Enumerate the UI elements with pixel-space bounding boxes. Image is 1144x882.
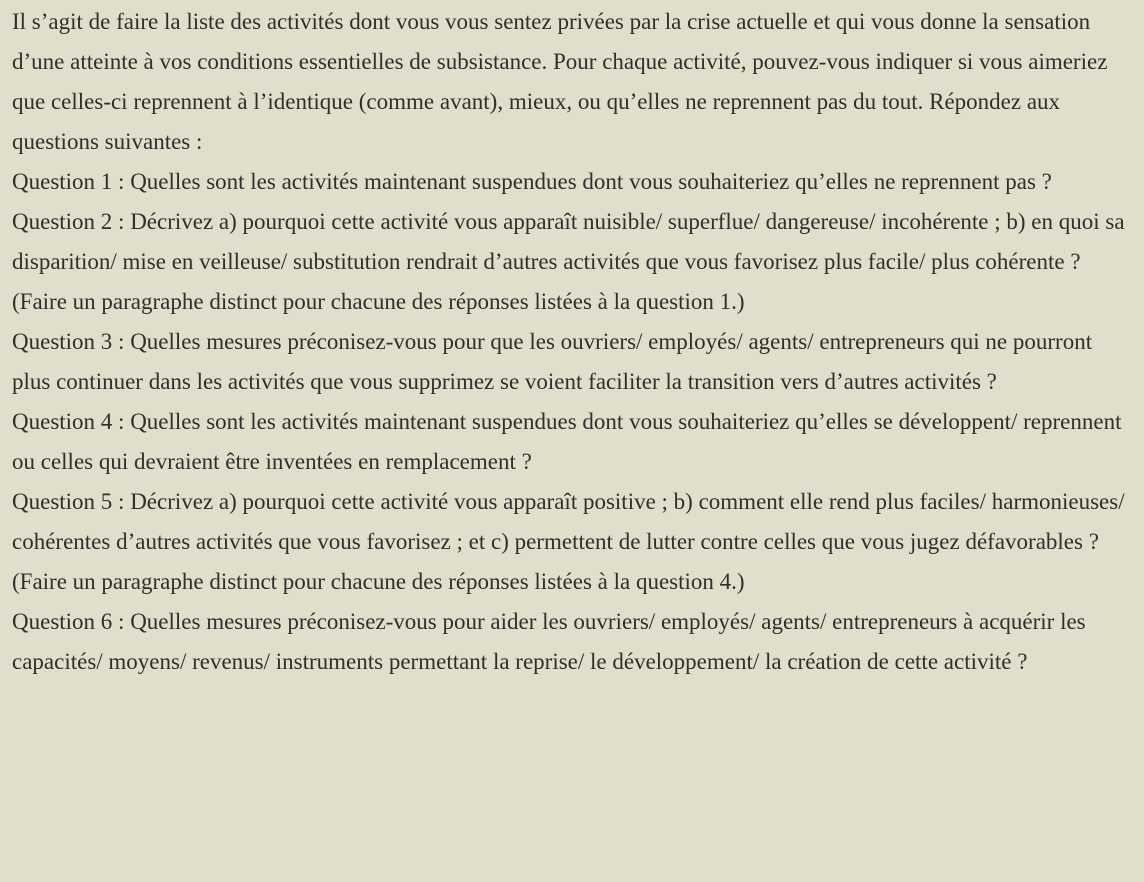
question-4: Question 4 : Quelles sont les activités maintenant suspendues dont vous souhaiteriez qu’elles se développent/ reprennent ou celles qui devraient être inventées en remplacement ?	[12, 409, 1122, 474]
question-5: Question 5 : Décrivez a) pourquoi cette activité vous apparaît positive ; b) comment elle rend plus faciles/ harmonieuses/ cohérentes d’autres activités que vous favorisez ; et c) permettent de lutter contre celles que vous jugez défavorables ? (Faire un paragraphe distinct pour chacune des réponses listées à la question 4.)	[12, 489, 1125, 594]
question-3: Question 3 : Quelles mesures préconisez-vous pour que les ouvriers/ employés/ agents/ entrepreneurs qui ne pourront plus continuer dans les activités que vous supprimez se voient faciliter la transition vers d’autres activités ?	[12, 329, 1093, 394]
question-2: Question 2 : Décrivez a) pourquoi cette activité vous apparaît nuisible/ superflue/ dangereuse/ incohérente ; b) en quoi sa disparition/ mise en veilleuse/ substitution rendrait d’autres activités que vous favorisez plus facile/ plus cohérente ? (Faire un paragraphe distinct pour chacune des réponses listées à la question 1.)	[12, 209, 1125, 314]
intro-paragraph: Il s’agit de faire la liste des activités dont vous vous sentez privées par la crise actuelle et qui vous donne la sensation d’une atteinte à vos conditions essentielles de subsistance. Pour chaque activité, pouvez-vous indiquer si vous aimeriez que celles-ci reprennent à l’identique (comme avant), mieux, ou qu’elles ne reprennent pas du tout. Répondez aux questions suivantes :	[12, 9, 1108, 154]
question-6: Question 6 : Quelles mesures préconisez-vous pour aider les ouvriers/ employés/ agents/ entrepreneurs à acquérir les capacités/ moyens/ revenus/ instruments permettant la reprise/ le développement/ la création de cette activité ?	[12, 609, 1086, 674]
question-1: Question 1 : Quelles sont les activités maintenant suspendues dont vous souhaiteriez qu’elles ne reprennent pas ?	[12, 169, 1052, 194]
